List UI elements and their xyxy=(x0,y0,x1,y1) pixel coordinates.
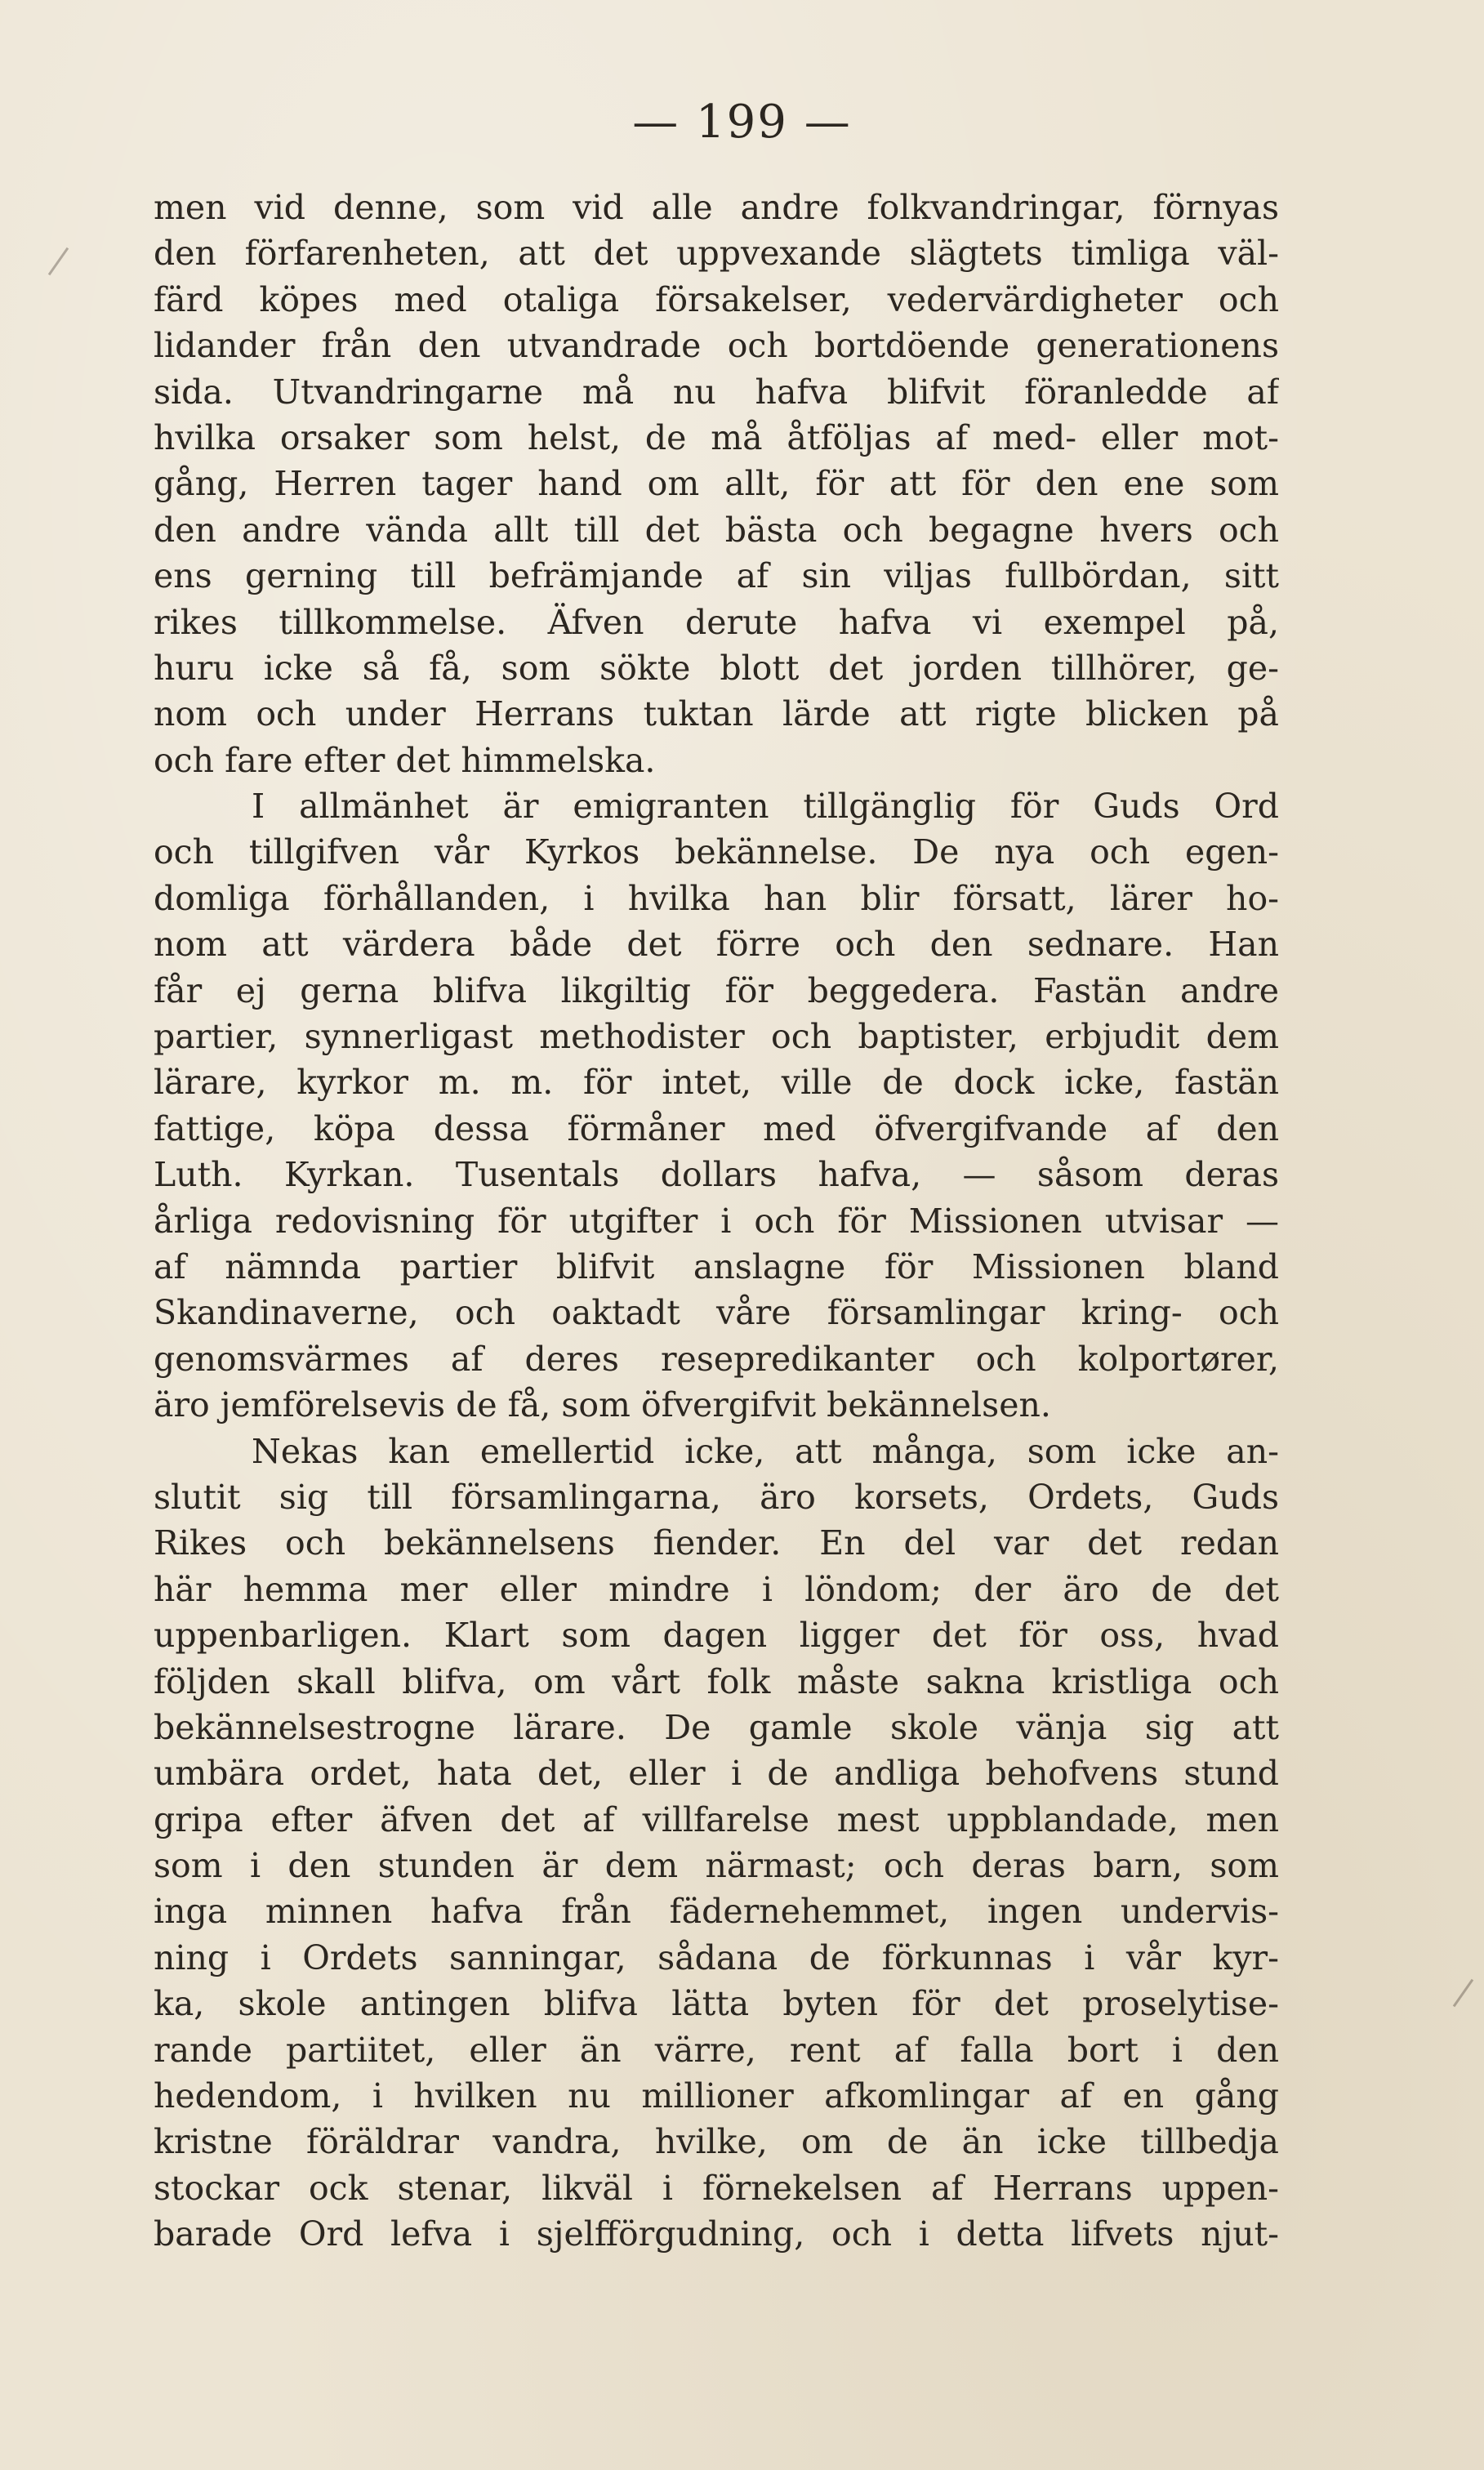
text-line: barade Ord lefva i sjelfförgudning, och i detta lifvets njut- xyxy=(154,2214,1279,2254)
text-line: årliga redovisning för utgifter i och för Missionen utvisar — xyxy=(154,1201,1279,1241)
text-line: gång, Herren tager hand om allt, för att för den ene som xyxy=(154,464,1279,504)
text-line: fattige, köpa dessa förmåner med öfvergifvande af den xyxy=(154,1108,1279,1148)
page-number: — 199 — xyxy=(632,96,852,149)
text-line: sida. Utvandringarne må nu hafva blifvit föranledde af xyxy=(154,372,1279,412)
text-line: äro jemförelsevis de få, som öfvergifvit bekännelsen. xyxy=(154,1385,1051,1425)
text-line: rande partiitet, eller än värre, rent af falla bort i den xyxy=(154,2030,1279,2070)
text-line: och fare efter det himmelska. xyxy=(154,740,656,780)
text-line: hvilka orsaker som helst, de må åtföljas af med- eller mot- xyxy=(154,417,1279,457)
text-line: den förfarenheten, att det uppvexande slägtets timliga väl- xyxy=(154,234,1279,274)
text-line: kristne föräldrar vandra, hvilke, om de än icke tillbedja xyxy=(154,2122,1279,2162)
text-line: lärare, kyrkor m. m. för intet, ville de dock icke, fastän xyxy=(154,1063,1279,1103)
text-line: ens gerning till befrämjande af sin viljas fullbördan, sitt xyxy=(154,556,1279,596)
text-line: Luth. Kyrkan. Tusentals dollars hafva, — såsom deras xyxy=(154,1155,1279,1195)
text-line: hedendom, i hvilken nu millioner afkomlingar af en gång xyxy=(154,2076,1279,2116)
text-line: här hemma mer eller mindre i löndom; der äro de det xyxy=(154,1569,1279,1609)
text-line: som i den stunden är dem närmast; och deras barn, som xyxy=(154,1846,1279,1886)
text-line: bekännelsestrogne lärare. De gamle skole vänja sig att xyxy=(154,1707,1279,1747)
text-line: I allmänhet är emigranten tillgänglig för Guds Ord xyxy=(252,787,1279,827)
text-line: gripa efter äfven det af villfarelse mest uppblandade, men xyxy=(154,1799,1279,1839)
text-line: och tillgifven vår Kyrkos bekännelse. De nya och egen- xyxy=(154,832,1279,872)
text-line: domliga förhållanden, i hvilka han blir försatt, lärer ho- xyxy=(154,878,1279,918)
text-line: stockar ock stenar, likväl i förnekelsen af Herrans uppen- xyxy=(154,2168,1279,2208)
paper-speck xyxy=(48,247,69,275)
body-text xyxy=(154,185,1279,2258)
text-line: huru icke så få, som sökte blott det jorden tillhörer, ge- xyxy=(154,648,1279,688)
text-line: följden skall blifva, om vårt folk måste sakna kristliga och xyxy=(154,1661,1279,1701)
text-line: Nekas kan emellertid icke, att många, som icke an- xyxy=(252,1431,1279,1471)
text-line: af nämnda partier blifvit anslagne för Missionen bland xyxy=(154,1246,1279,1286)
text-line: umbära ordet, hata det, eller i de andliga behofvens stund xyxy=(154,1754,1279,1794)
text-line: färd köpes med otaliga försakelser, vedervärdigheter och xyxy=(154,279,1279,319)
text-line: lidander från den utvandrade och bortdöende generationens xyxy=(154,326,1279,366)
text-line: den andre vända allt till det bästa och begagne hvers och xyxy=(154,510,1279,550)
text-line: partier, synnerligast methodister och baptister, erbjudit dem xyxy=(154,1017,1279,1057)
text-line: får ej gerna blifva likgiltig för beggedera. Fastän andre xyxy=(154,970,1279,1010)
text-line: ning i Ordets sanningar, sådana de förkunnas i vår kyr- xyxy=(154,1937,1279,1977)
text-line: nom att värdera både det förre och den sednare. Han xyxy=(154,925,1279,965)
text-line: nom och under Herrans tuktan lärde att rigte blicken på xyxy=(154,694,1279,734)
text-line: Skandinaverne, och oaktadt våre församlingar kring- och xyxy=(154,1293,1279,1333)
text-line: rikes tillkommelse. Äfven derute hafva vi exempel på, xyxy=(154,602,1279,642)
paper-speck xyxy=(1453,1979,1473,2007)
text-line: Rikes och bekännelsens fiender. En del var det redan xyxy=(154,1523,1279,1563)
text-line: slutit sig till församlingarna, äro korsets, Ordets, Guds xyxy=(154,1477,1279,1517)
text-line: ka, skole antingen blifva lätta byten för det proselytise- xyxy=(154,1984,1279,2024)
text-line: uppenbarligen. Klart som dagen ligger det för oss, hvad xyxy=(154,1616,1279,1656)
text-line: inga minnen hafva från fädernehemmet, ingen undervis- xyxy=(154,1892,1279,1932)
text-line: genomsvärmes af deres resepredikanter och kolportører, xyxy=(154,1339,1279,1379)
text-line: men vid denne, som vid alle andre folkvandringar, förnyas xyxy=(154,188,1279,227)
